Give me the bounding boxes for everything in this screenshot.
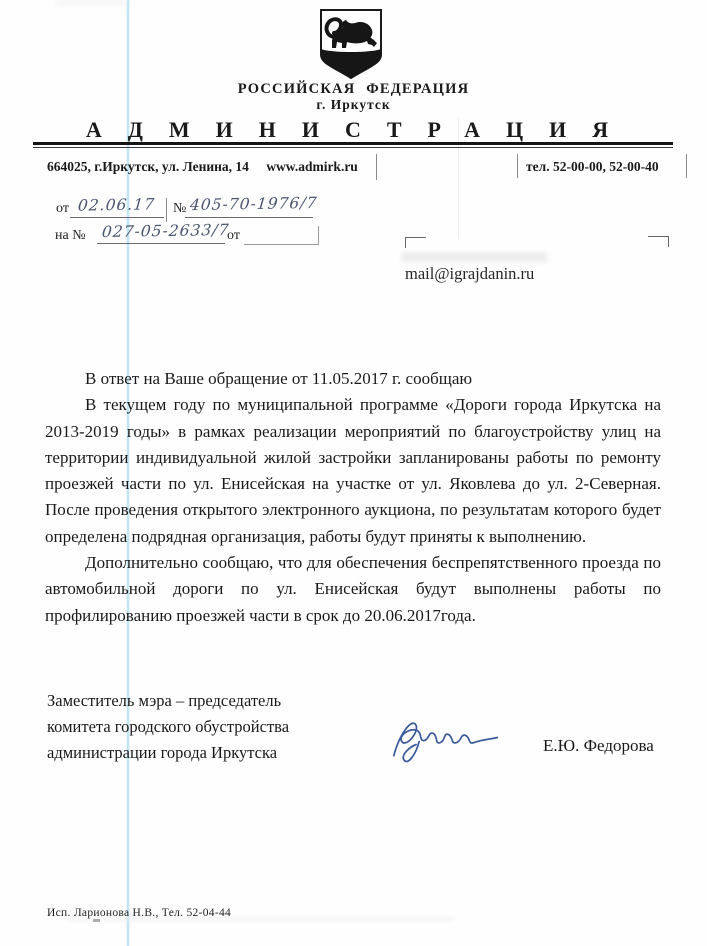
ref-date-handwritten: 02.06.17 xyxy=(77,195,156,215)
letterhead-address: 664025, г.Иркутск, ул. Ленина, 14 xyxy=(47,159,249,174)
letterhead-website: www.admirk.ru xyxy=(266,159,358,174)
signoff-name: Е.Ю. Федорова xyxy=(543,736,654,755)
ref-number-handwritten: 405-70-1976/7 xyxy=(189,193,319,215)
header-rule-thin xyxy=(33,147,673,148)
signoff-line: Заместитель мэра – председатель xyxy=(47,691,282,710)
ref-date-label: от xyxy=(56,201,69,216)
coat-of-arms-icon xyxy=(317,7,385,81)
ref-number-label: № xyxy=(173,201,187,216)
signoff-line: администрации города Иркутска xyxy=(47,743,278,762)
recipient-email: mail@igrajdanin.ru xyxy=(405,264,535,283)
scan-smudge-top xyxy=(55,0,125,5)
divider-tick xyxy=(166,198,167,222)
reply-number-underline xyxy=(97,243,225,244)
signoff-position xyxy=(47,688,289,766)
reply-number-label: на № xyxy=(55,228,86,243)
letter-body xyxy=(45,366,661,629)
ref-date-underline xyxy=(70,217,164,218)
body-paragraph: Дополнительно сообщаю, что для обеспечения беспрепятственного проезда по автомобильной дороги по ул. Енисейская будут выполнены работы по профилированию проезжей части в срок до 20.06.2017года. xyxy=(45,553,661,625)
reply-date-label: от xyxy=(227,228,240,243)
letterhead-country: РОССИЙСКАЯ ФЕДЕРАЦИЯ xyxy=(237,81,470,97)
body-paragraph: В текущем году по муниципальной программе «Дороги города Иркутска на 2013-2019 годы» в рамках реализации мероприятий по благоустройству улиц на территории индивидуальной жилой застройки запланированы работы по ремонту проезжей части по ул. Енисейская на участке от ул. Яковлева до ул. 2-Северная. После проведения открытого электронного аукциона, по результатам которого будет определена подрядная организация, работы будут приняты к выполнению. xyxy=(45,395,661,546)
letterhead-org-title: АДМИНИСТРАЦИЯ xyxy=(85,117,635,142)
header-rule-thick xyxy=(33,142,673,145)
scan-dot xyxy=(93,919,100,922)
redacted-smudge xyxy=(402,252,547,262)
signoff-line: комитета городского обустройства xyxy=(47,717,290,736)
signature-icon xyxy=(385,703,503,769)
divider-tick xyxy=(376,154,377,180)
body-paragraph: В ответ на Ваше обращение от 11.05.2017 г. сообщаю xyxy=(85,369,473,388)
crop-mark-left xyxy=(405,237,426,248)
reply-date-empty-field xyxy=(244,226,319,245)
reply-number-handwritten: 027-05-2633/7 xyxy=(101,220,231,242)
executor-note: Исп. Ларионова Н.В., Тел. 52-04-44 xyxy=(47,907,232,919)
crop-mark-right xyxy=(648,236,669,247)
divider-tick xyxy=(686,154,687,178)
letterhead-address-row xyxy=(47,159,358,175)
letterhead-city: г. Иркутск xyxy=(316,97,391,112)
letterhead-phone: тел. 52-00-00, 52-00-40 xyxy=(526,159,659,174)
divider-tick xyxy=(517,154,518,178)
ref-number-underline xyxy=(185,217,313,218)
